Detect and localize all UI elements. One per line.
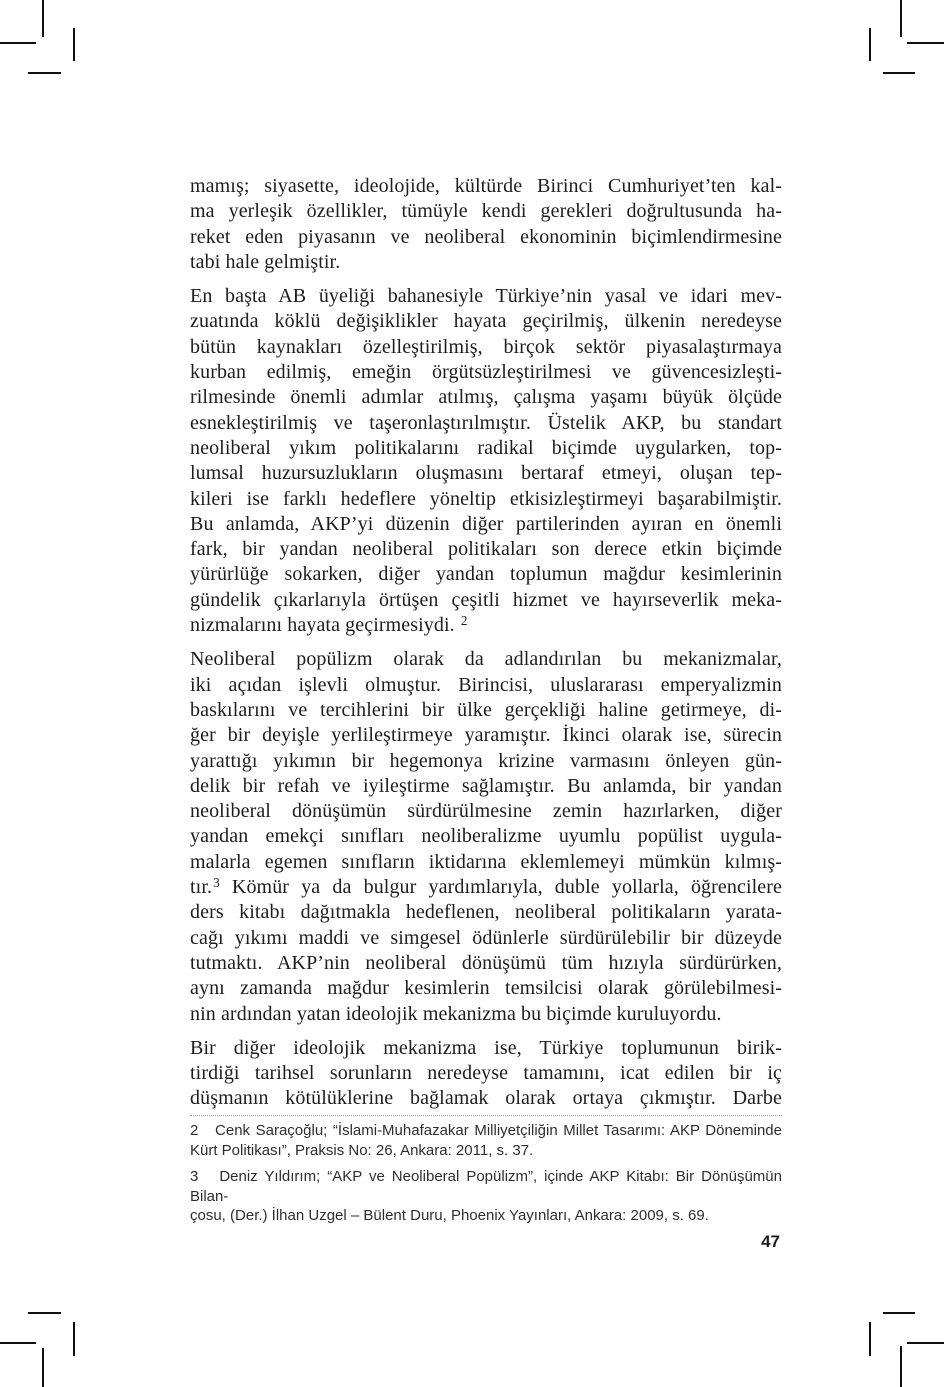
crop-mark [42,1348,44,1387]
text-line: ğer bir deyişle yerlileştirmeye yaramıştır. İkinci olarak ise, sürecin [190,724,782,747]
text-line: esnekleştirilmiş ve taşeronlaştırılmıştır. Üstelik AKP, bu standart [190,411,782,434]
body-paragraph [190,647,782,1026]
text-line: Neoliberal popülizm olarak da adlandırılan bu mekanizmalar, [190,648,782,671]
body-text [190,174,782,1112]
text-line: zuatında köklü değişiklikler hayata geçirilmiş, ülkenin neredeyse [190,310,782,333]
text-line: nizmalarını hayata geçirmesiydi. $^2$ [190,613,468,637]
text-line: düşmanın kötülüklerine bağlamak olarak ortaya çıkmıştır. Darbe [190,1087,782,1110]
body-paragraph [190,1036,782,1112]
text-line: tır.$^3$ Kömür ya da bulgur yardımlarıyla, duble yollarla, öğrencilere [190,875,782,899]
text-line: yürürlüğe sokarken, diğer yandan toplumun mağdur kesimlerinin [190,563,782,586]
crop-mark [883,72,915,74]
crop-mark [900,1346,902,1387]
text-line: yarattığı yıkımın bir hegemonya krizine varmasını önleyen gün- [190,749,782,772]
body-paragraph [190,284,782,638]
text-line: lumsal huzursuzlukların oluşmasını bertaraf etmeyi, oluşan tep- [190,462,782,485]
text-line: gündelik çıkarlarıyla örtüşen çeşitli hizmet ve hayırseverlik meka- [190,588,782,611]
text-line: bütün kaynakları özelleştirilmiş, birçok sektör piyasalaştırmaya [190,335,782,358]
text-line: tirdiği tarihsel sorunların neredeyse tamamını, icat edilen bir iç [190,1062,782,1085]
text-line: 3 Deniz Yıldırım; “AKP ve Neoliberal Popülizm”, içinde AKP Kitabı: Bir Dönüşümün Bilan- [190,1168,782,1205]
crop-mark [0,1342,36,1344]
text-line: çosu, (Der.) İlhan Uzgel – Bülent Duru, Phoenix Yayınları, Ankara: 2009, s. 69. [190,1207,709,1224]
crop-mark [907,42,944,44]
text-line: malarla egemen sınıfların iktidarına eklemlemeyi mümkün kılmış- [190,850,782,873]
page-number: 47 [761,1232,780,1251]
text-line: rilmesinde önemli adımlar atılmış, çalışma yaşamı büyük ölçüde [190,386,782,409]
text-line: nin ardından yatan ideolojik mekanizma bu biçimde kuruluyordu. [190,1002,722,1025]
body-paragraph [190,174,782,275]
footnotes [190,1121,782,1233]
crop-mark [900,0,902,37]
footnote-marker: 2 [460,613,468,629]
crop-mark [0,42,36,44]
text-line: Bir diğer ideolojik mekanizma ise, Türkiye toplumunun birik- [190,1036,782,1059]
text-line: neoliberal dönüşümün sürdürülmesine zemin hazırlarken, diğer [190,800,782,823]
text-line: En başta AB üyeliği bahanesiyle Türkiye’nin yasal ve idari mev- [190,285,782,308]
text-line: aynı zamanda mağdur kesimlerin temsilcisi olarak görülebilmesi- [190,977,782,1000]
text-line: kileri ise farklı hedeflere yöneltip etkisizleştirmeyi başarabilmiştir. [190,487,782,510]
crop-mark [28,1312,61,1314]
footnote [190,1121,782,1160]
footnote [190,1167,782,1226]
text-line: reket eden piyasanın ve neoliberal ekonominin biçimlendirmesine [190,225,782,248]
text-line: fark, bir yandan neoliberal politikaları son derece etkin biçimde [190,538,782,561]
crop-mark [883,1312,915,1314]
text-line: neoliberal yıkım politikalarını radikal biçimde uygularken, top- [190,436,782,459]
text-line: cağı yıkımı maddi ve simgesel ödünlerle sürdürülebilir bir düzeyde [190,926,782,949]
text-line: delik bir refah ve iyileştirme sağlamıştır. Bu anlamda, bir yandan [190,774,782,797]
crop-mark [869,1322,871,1356]
text-line: yandan emekçi sınıfları neoliberalizme uyumlu popülist uygula- [190,825,782,848]
text-line: tutmaktı. AKP’nin neoliberal dönüşümü tüm hızıyla sürdürürken, [190,951,782,974]
crop-mark [869,28,871,61]
text-line: ma yerleşik özellikler, tümüyle kendi gerekleri doğrultusunda ha- [190,200,782,223]
crop-mark [73,28,75,61]
footnote-marker: 3 [213,875,220,891]
crop-mark [42,0,44,37]
crop-mark [73,1322,75,1356]
text-line: tabi hale gelmiştir. [190,250,341,273]
text-line: ders kitabı dağıtmakla hedeflenen, neoliberal politikaların yarata- [190,901,782,924]
text-line: iki açıdan işlevli olmuştur. Birincisi, uluslararası emperyalizmin [190,673,782,696]
footnote-separator [190,1115,782,1116]
crop-mark [28,72,61,74]
text-line: Bu anlamda, AKP’yi düzenin diğer partilerinden ayıran en önemli [190,512,782,535]
text-line: Kürt Politikası”, Praksis No: 26, Ankara: 2011, s. 37. [190,1141,534,1159]
crop-mark [907,1342,944,1344]
text-line: 2 Cenk Saraçoğlu; “İslami-Muhafazakar Milliyetçiliğin Millet Tasarımı: AKP Döneminde [190,1122,782,1139]
text-line: mamış; siyasette, ideolojide, kültürde Birinci Cumhuriyet’ten kal- [190,175,782,197]
text-line: kurban edilmiş, emeğin örgütsüzleştirilmesi ve güvencesizleşti- [190,361,782,384]
text-line: baskılarını ve tercihlerini bir ülke gerçekliği haline getirmeye, di- [190,698,782,721]
